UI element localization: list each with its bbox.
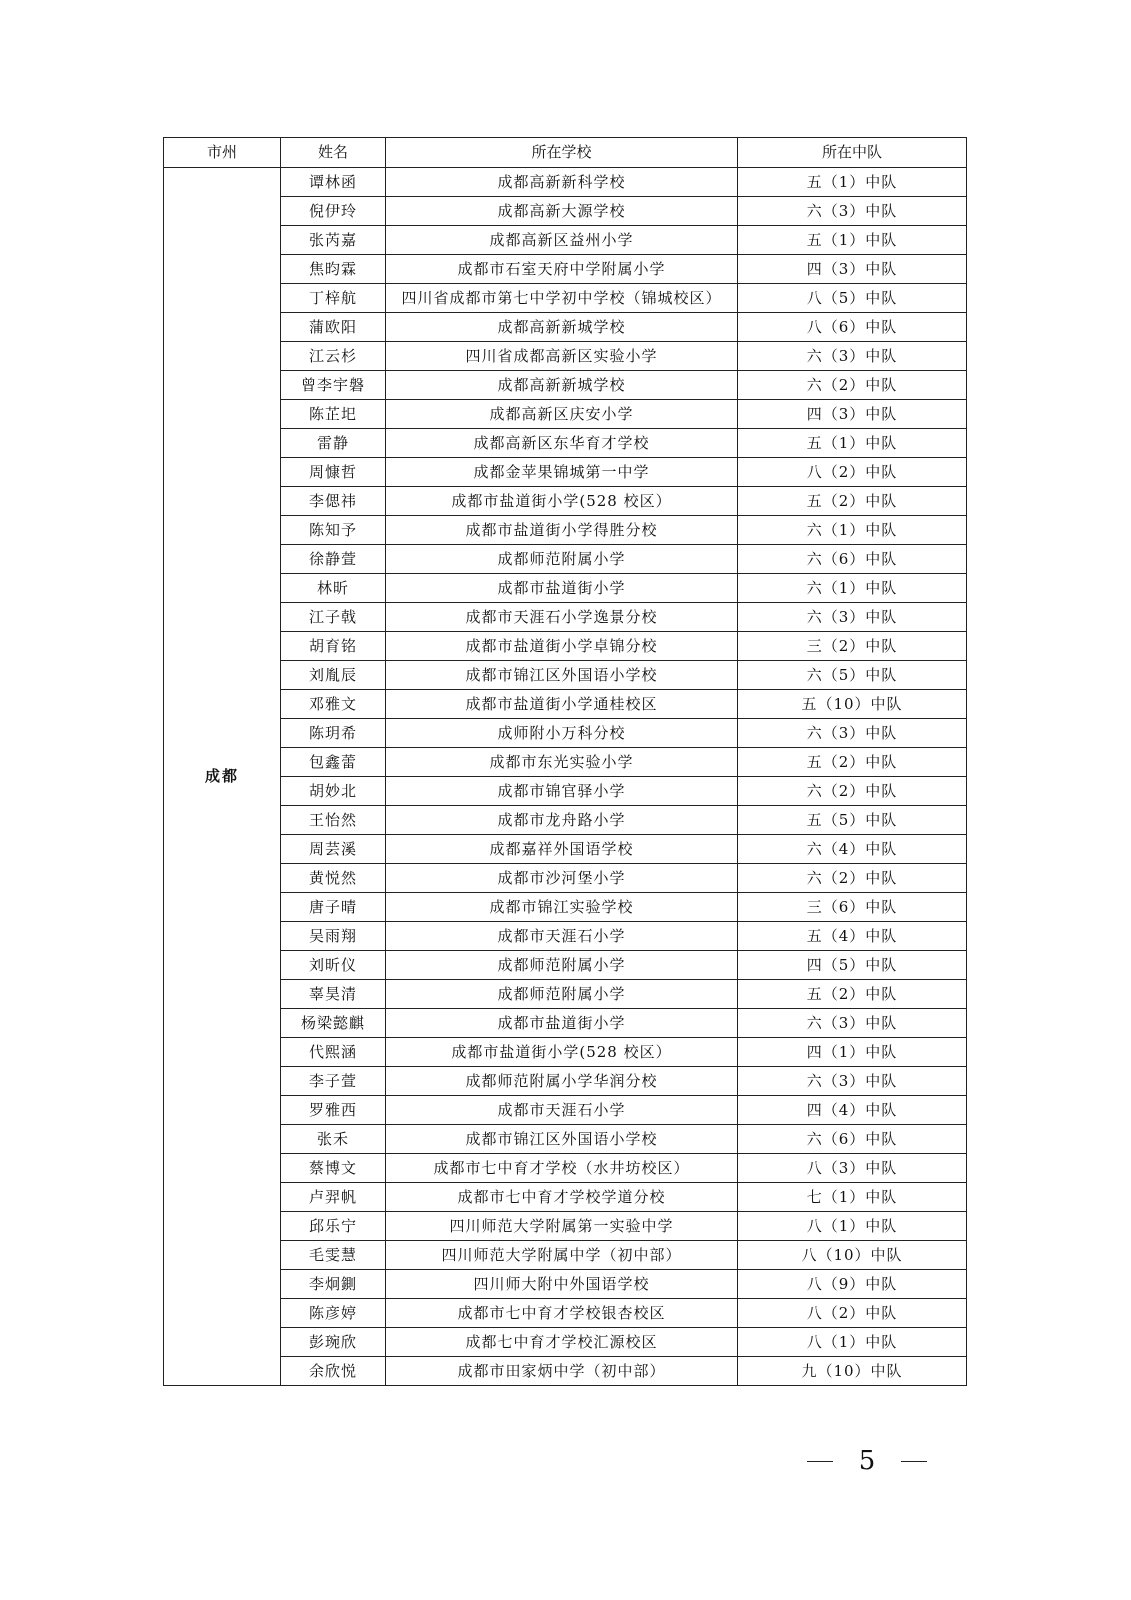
page-number: 5 [858, 1446, 876, 1476]
name-cell: 王怡然 [281, 806, 386, 835]
squad-cell: 六（5）中队 [738, 661, 967, 690]
school-cell: 成都市锦江实验学校 [386, 893, 738, 922]
table-row [164, 864, 967, 893]
table-row [164, 342, 967, 371]
name-cell: 杨梁懿麒 [281, 1009, 386, 1038]
table-row [164, 313, 967, 342]
school-cell: 成都高新区庆安小学 [386, 400, 738, 429]
school-cell: 成都师范附属小学 [386, 545, 738, 574]
squad-cell: 六（2）中队 [738, 371, 967, 400]
squad-cell: 六（1）中队 [738, 574, 967, 603]
name-cell: 丁梓航 [281, 284, 386, 313]
school-cell: 成都高新新城学校 [386, 313, 738, 342]
squad-cell: 六（2）中队 [738, 777, 967, 806]
table-row [164, 922, 967, 951]
squad-cell: 三（2）中队 [738, 632, 967, 661]
squad-cell: 八（10）中队 [738, 1241, 967, 1270]
table-row [164, 255, 967, 284]
table-header [164, 138, 967, 168]
school-cell: 四川师范大学附属中学（初中部） [386, 1241, 738, 1270]
school-cell: 成都市东光实验小学 [386, 748, 738, 777]
table-row [164, 690, 967, 719]
school-cell: 成都金苹果锦城第一中学 [386, 458, 738, 487]
header-name: 姓名 [281, 138, 386, 168]
name-cell: 张禾 [281, 1125, 386, 1154]
squad-cell: 九（10）中队 [738, 1357, 967, 1386]
name-cell: 林昕 [281, 574, 386, 603]
squad-cell: 五（1）中队 [738, 226, 967, 255]
table-row [164, 226, 967, 255]
squad-cell: 四（3）中队 [738, 255, 967, 284]
table-row [164, 1270, 967, 1299]
table-row [164, 1096, 967, 1125]
squad-cell: 四（4）中队 [738, 1096, 967, 1125]
school-cell: 成都师范附属小学 [386, 951, 738, 980]
school-cell: 成都市天涯石小学 [386, 1096, 738, 1125]
table-row [164, 632, 967, 661]
name-cell: 辜昊清 [281, 980, 386, 1009]
squad-cell: 六（1）中队 [738, 516, 967, 545]
table-row [164, 719, 967, 748]
table-row [164, 1067, 967, 1096]
school-cell: 成都高新区东华育才学校 [386, 429, 738, 458]
squad-cell: 八（6）中队 [738, 313, 967, 342]
table-row [164, 661, 967, 690]
name-cell: 黄悦然 [281, 864, 386, 893]
school-cell: 成都市沙河堡小学 [386, 864, 738, 893]
name-cell: 邓雅文 [281, 690, 386, 719]
squad-cell: 八（9）中队 [738, 1270, 967, 1299]
page-footer [807, 1446, 927, 1476]
table-row [164, 197, 967, 226]
school-cell: 成都市石室天府中学附属小学 [386, 255, 738, 284]
school-cell: 成都师范附属小学华润分校 [386, 1067, 738, 1096]
name-cell: 彭琬欣 [281, 1328, 386, 1357]
squad-cell: 八（3）中队 [738, 1154, 967, 1183]
squad-cell: 六（3）中队 [738, 603, 967, 632]
name-cell: 倪伊玲 [281, 197, 386, 226]
name-cell: 周芸溪 [281, 835, 386, 864]
squad-cell: 四（5）中队 [738, 951, 967, 980]
table-row [164, 806, 967, 835]
table-row [164, 1212, 967, 1241]
header-school: 所在学校 [386, 138, 738, 168]
squad-cell: 六（3）中队 [738, 1009, 967, 1038]
squad-cell: 八（5）中队 [738, 284, 967, 313]
name-cell: 蔡博文 [281, 1154, 386, 1183]
squad-cell: 五（2）中队 [738, 980, 967, 1009]
school-cell: 成师附小万科分校 [386, 719, 738, 748]
school-cell: 成都市锦江区外国语小学校 [386, 661, 738, 690]
name-cell: 代熙涵 [281, 1038, 386, 1067]
city-cell: 成都 [164, 168, 281, 1386]
squad-cell: 八（2）中队 [738, 458, 967, 487]
name-cell: 陈彦婷 [281, 1299, 386, 1328]
school-cell: 成都市锦江区外国语小学校 [386, 1125, 738, 1154]
squad-cell: 五（1）中队 [738, 429, 967, 458]
squad-cell: 六（3）中队 [738, 719, 967, 748]
school-cell: 成都高新大源学校 [386, 197, 738, 226]
school-cell: 成都市锦官驿小学 [386, 777, 738, 806]
table-row [164, 458, 967, 487]
squad-cell: 三（6）中队 [738, 893, 967, 922]
name-cell: 毛雯慧 [281, 1241, 386, 1270]
table-row [164, 1328, 967, 1357]
squad-cell: 六（3）中队 [738, 197, 967, 226]
name-cell: 卢羿帆 [281, 1183, 386, 1212]
name-cell: 吴雨翔 [281, 922, 386, 951]
school-cell: 成都市盐道街小学卓锦分校 [386, 632, 738, 661]
table-row [164, 1183, 967, 1212]
table-row [164, 1357, 967, 1386]
name-cell: 江子戟 [281, 603, 386, 632]
school-cell: 四川省成都高新区实验小学 [386, 342, 738, 371]
school-cell: 成都市龙舟路小学 [386, 806, 738, 835]
table-row [164, 574, 967, 603]
name-cell: 罗雅西 [281, 1096, 386, 1125]
table-row [164, 487, 967, 516]
name-cell: 焦昀霖 [281, 255, 386, 284]
school-cell: 成都高新区益州小学 [386, 226, 738, 255]
name-cell: 李偲祎 [281, 487, 386, 516]
table-body [164, 168, 967, 1386]
table-row [164, 168, 967, 197]
school-cell: 成都七中育才学校汇源校区 [386, 1328, 738, 1357]
squad-cell: 五（2）中队 [738, 748, 967, 777]
footer-dash-left [807, 1461, 833, 1462]
name-cell: 唐子晴 [281, 893, 386, 922]
table-row [164, 1125, 967, 1154]
table-row [164, 1038, 967, 1067]
table-row [164, 1009, 967, 1038]
name-cell: 刘昕仪 [281, 951, 386, 980]
name-cell: 谭林函 [281, 168, 386, 197]
table-row [164, 1299, 967, 1328]
name-cell: 胡育铭 [281, 632, 386, 661]
squad-cell: 四（1）中队 [738, 1038, 967, 1067]
header-city: 市州 [164, 138, 281, 168]
table-row [164, 545, 967, 574]
table-row [164, 603, 967, 632]
squad-cell: 五（10）中队 [738, 690, 967, 719]
table-row [164, 777, 967, 806]
school-cell: 成都市七中育才学校学道分校 [386, 1183, 738, 1212]
table-row [164, 835, 967, 864]
name-cell: 曾李宇磐 [281, 371, 386, 400]
name-cell: 陈知予 [281, 516, 386, 545]
school-cell: 成都市天涯石小学 [386, 922, 738, 951]
squad-cell: 四（3）中队 [738, 400, 967, 429]
table-row [164, 1154, 967, 1183]
name-cell: 江云杉 [281, 342, 386, 371]
table-row [164, 429, 967, 458]
name-cell: 刘胤辰 [281, 661, 386, 690]
name-cell: 雷静 [281, 429, 386, 458]
school-cell: 成都市七中育才学校（水井坊校区） [386, 1154, 738, 1183]
school-cell: 四川师大附中外国语学校 [386, 1270, 738, 1299]
school-cell: 成都市盐道街小学得胜分校 [386, 516, 738, 545]
name-cell: 包鑫蕾 [281, 748, 386, 777]
name-cell: 陈玥希 [281, 719, 386, 748]
school-cell: 成都嘉祥外国语学校 [386, 835, 738, 864]
squad-cell: 五（4）中队 [738, 922, 967, 951]
name-cell: 蒲欧阳 [281, 313, 386, 342]
table-row [164, 748, 967, 777]
school-cell: 成都市田家炳中学（初中部） [386, 1357, 738, 1386]
school-cell: 成都市盐道街小学 [386, 1009, 738, 1038]
table-row [164, 400, 967, 429]
squad-cell: 六（6）中队 [738, 545, 967, 574]
squad-cell: 五（1）中队 [738, 168, 967, 197]
squad-cell: 八（1）中队 [738, 1328, 967, 1357]
school-cell: 成都市天涯石小学逸景分校 [386, 603, 738, 632]
table-row [164, 371, 967, 400]
school-cell: 成都高新新城学校 [386, 371, 738, 400]
school-cell: 成都市盐道街小学通桂校区 [386, 690, 738, 719]
squad-cell: 五（5）中队 [738, 806, 967, 835]
footer-dash-right [901, 1461, 927, 1462]
table-row [164, 980, 967, 1009]
squad-cell: 六（2）中队 [738, 864, 967, 893]
name-cell: 周慷哲 [281, 458, 386, 487]
header-squad: 所在中队 [738, 138, 967, 168]
name-cell: 李炯鍘 [281, 1270, 386, 1299]
name-cell: 陈芷圯 [281, 400, 386, 429]
school-cell: 成都市盐道街小学(528 校区） [386, 1038, 738, 1067]
name-cell: 胡妙北 [281, 777, 386, 806]
squad-cell: 六（3）中队 [738, 342, 967, 371]
school-cell: 成都师范附属小学 [386, 980, 738, 1009]
school-cell: 成都市盐道街小学 [386, 574, 738, 603]
squad-cell: 六（6）中队 [738, 1125, 967, 1154]
table-row [164, 951, 967, 980]
name-cell: 徐静萱 [281, 545, 386, 574]
squad-cell: 六（3）中队 [738, 1067, 967, 1096]
squad-cell: 七（1）中队 [738, 1183, 967, 1212]
name-cell: 李子萱 [281, 1067, 386, 1096]
name-cell: 邱乐宁 [281, 1212, 386, 1241]
table-row [164, 1241, 967, 1270]
table-row [164, 893, 967, 922]
table-row [164, 516, 967, 545]
squad-cell: 八（2）中队 [738, 1299, 967, 1328]
school-cell: 成都高新新科学校 [386, 168, 738, 197]
school-cell: 四川师范大学附属第一实验中学 [386, 1212, 738, 1241]
school-cell: 成都市七中育才学校银杏校区 [386, 1299, 738, 1328]
school-cell: 成都市盐道街小学(528 校区） [386, 487, 738, 516]
squad-cell: 八（1）中队 [738, 1212, 967, 1241]
roster-table [163, 137, 967, 1386]
school-cell: 四川省成都市第七中学初中学校（锦城校区） [386, 284, 738, 313]
name-cell: 余欣悦 [281, 1357, 386, 1386]
name-cell: 张芮嘉 [281, 226, 386, 255]
squad-cell: 六（4）中队 [738, 835, 967, 864]
squad-cell: 五（2）中队 [738, 487, 967, 516]
table-row [164, 284, 967, 313]
